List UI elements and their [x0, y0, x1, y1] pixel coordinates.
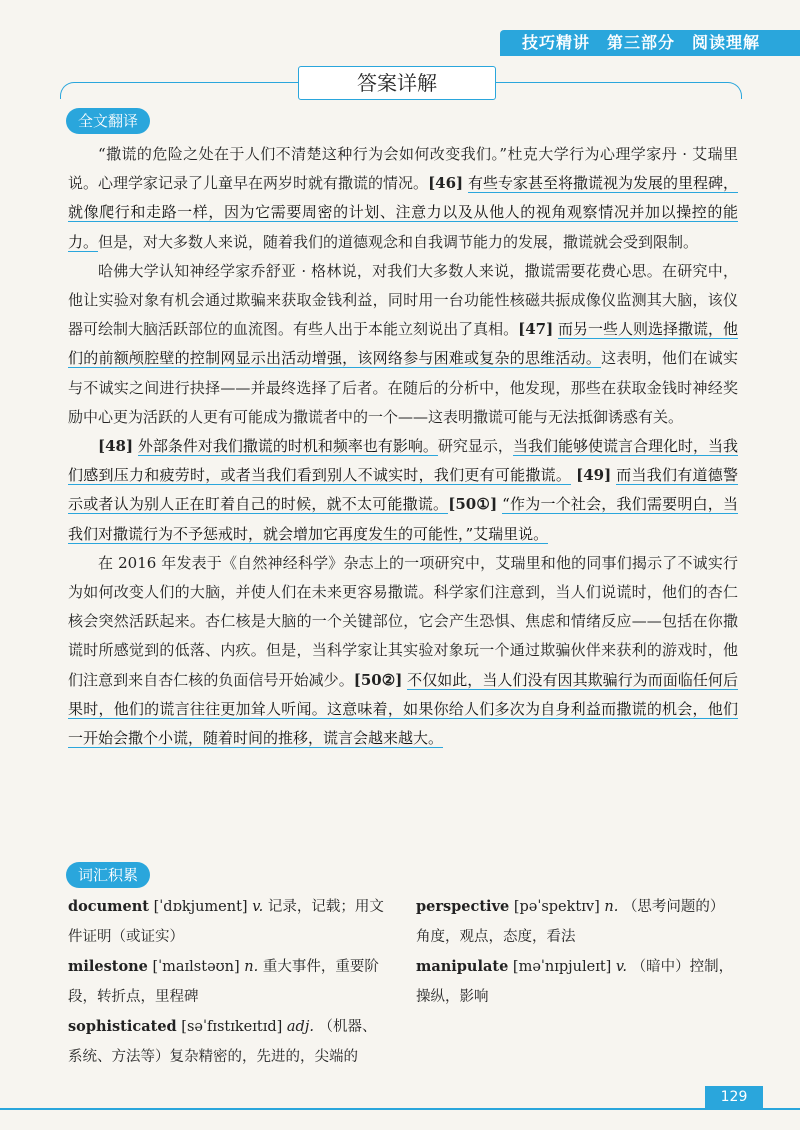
translation-tag: 全文翻译: [66, 108, 150, 134]
question-number: [47]: [518, 320, 554, 339]
vocab-entry: [68, 952, 390, 1012]
vocab-word: perspective: [416, 898, 510, 915]
question-number: [50①]: [448, 495, 498, 514]
plain-text: 但是，对大多数人来说，随着我们的道德观念和自我调节能力的发展，撒谎就会受到限制。: [98, 232, 699, 251]
vocab-column-right: [416, 892, 738, 1072]
vocab-definition: （机器、系统、方法等）复杂精密的，先进的，尖端的: [68, 1019, 377, 1065]
vocab-word: sophisticated: [68, 1018, 177, 1035]
highlighted-answer: 有些专家甚至将撒谎视为发展的里程碑，就像爬行和走路一样，因为它需要周密的计划、注意力以及从他人的视角观察情况并加以操控的能力。: [68, 174, 738, 251]
bottom-divider: [0, 1108, 800, 1110]
vocab-entry: [68, 892, 390, 952]
vocab-column-left: [68, 892, 390, 1072]
plain-text: 在 2016 年发表于《自然神经科学》杂志上的一项研究中，艾瑞里和他的同事们揭示了不诚实行为如何改变人们的大脑，并使人们在未来更容易撒谎。科学家们注意到，当人们说谎时，他们的杏仁核会突然活跃起来。杏仁核是大脑的一个关键部位，它会产生恐惧、焦虑和情绪反应——包括在你撒谎时所感觉到的低落、内疚。但是，当科学家让其实验对象玩一个通过欺骗伙伴来获利的游戏时，他们注意到来自杏仁核的负面信号开始减少。: [68, 553, 738, 689]
vocab-phonetic: [ˈdɒkjument]: [153, 899, 248, 915]
vocab-word: document: [68, 898, 149, 915]
page-number: 129: [705, 1086, 763, 1108]
header-text: 技巧精讲 第三部分 阅读理解: [522, 33, 761, 52]
vocab-definition: （暗中）控制，操纵，影响: [416, 959, 734, 1005]
plain-text: 这表明，他们在诚实与不诚实之间进行抉择——并最终选择了后者。在随后的分析中，他发现，那些在获取金钱时神经奖励中心更为活跃的人更有可能成为撒谎者中的一个——这表明撒谎可能与无法抵御诱惑有关。: [68, 349, 738, 426]
vocab-word: manipulate: [416, 958, 509, 975]
vocab-pos: adj.: [286, 1019, 314, 1035]
question-number: [48]: [98, 437, 134, 456]
vocab-entry: [416, 952, 738, 1012]
vocab-definition: 重大事件，重要阶段，转折点，里程碑: [68, 959, 379, 1005]
question-number: [50②]: [353, 670, 403, 689]
vocab-pos: n.: [244, 959, 259, 975]
question-number: [46]: [428, 174, 464, 193]
vocab-definition: 记录，记载；用文件证明（或证实）: [68, 899, 384, 945]
highlighted-answer: 而另一些人则选择撒谎，他们的前额颅腔壁的控制网显示出活动增强，该网络参与困难或复杂的思维活动。: [68, 320, 738, 368]
vocab-phonetic: [pəˈspektɪv]: [513, 899, 600, 915]
section-title: 答案详解: [298, 66, 496, 100]
highlighted-answer: “作为一个社会，我们需要明白，当我们对撒谎行为不予惩戒时，就会增加它再度发生的可能性，”艾瑞里说。: [68, 495, 738, 543]
header-bar: [500, 30, 800, 56]
vocabulary-tag: 词汇积累: [66, 862, 150, 888]
paragraph-3: [68, 432, 738, 549]
plain-text: 研究显示，: [437, 437, 513, 456]
vocab-pos: v.: [252, 899, 264, 915]
paragraph-2: [68, 257, 738, 432]
translation-body: [68, 140, 738, 753]
highlighted-answer: 不仅如此，当人们没有因其欺骗行为而面临任何后果时，他们的谎言往往更加耸人听闻。这意味着，如果你给人们多次为自身利益而撒谎的机会，他们一开始会撒个小谎，随着时间的推移，谎言会越来越大。: [68, 670, 738, 748]
vocab-word: milestone: [68, 958, 148, 975]
paragraph-1: [68, 140, 738, 257]
plain-text: 哈佛大学认知神经学家乔舒亚 · 格林说，对我们大多数人来说，撒谎需要花费心思。在研究中，他让实验对象有机会通过欺骗来获取金钱利益，同时用一台功能性核磁共振成像仪监测其大脑，该仪器可绘制大脑活跃部位的血流图。有些人出于本能立刻说出了真相。: [68, 261, 738, 339]
highlighted-answer: 当我们能够使谎言合理化时，当我们感到压力和疲劳时，或者当我们看到别人不诚实时，我们更有可能撒谎。: [68, 437, 738, 485]
vocab-phonetic: [ˈmaɪlstəʊn]: [152, 959, 240, 975]
vocab-definition: （思考问题的）角度，观点，态度，看法: [416, 899, 725, 945]
question-number: [49]: [576, 466, 612, 485]
vocab-pos: n.: [604, 899, 619, 915]
vocab-phonetic: [məˈnɪpjuleɪt]: [512, 959, 612, 975]
highlighted-answer: 外部条件对我们撒谎的时机和频率也有影响。: [137, 437, 438, 456]
highlighted-answer: 而当我们有道德警示或者认为别人正在盯着自己的时候，就不太可能撒谎。: [68, 466, 738, 514]
vocab-phonetic: [səˈfɪstɪkeɪtɪd]: [181, 1019, 283, 1035]
paragraph-4: [68, 549, 738, 753]
vocab-pos: v.: [615, 959, 628, 975]
vocab-entry: [416, 892, 738, 952]
plain-text: “撒谎的危险之处在于人们不清楚这种行为会如何改变我们。”杜克大学行为心理学家丹 · 艾瑞里说。心理学家记录了儿童早在两岁时就有撒谎的情况。: [68, 145, 738, 193]
vocab-entry: [68, 1012, 390, 1072]
vocabulary-list: [68, 892, 738, 1072]
